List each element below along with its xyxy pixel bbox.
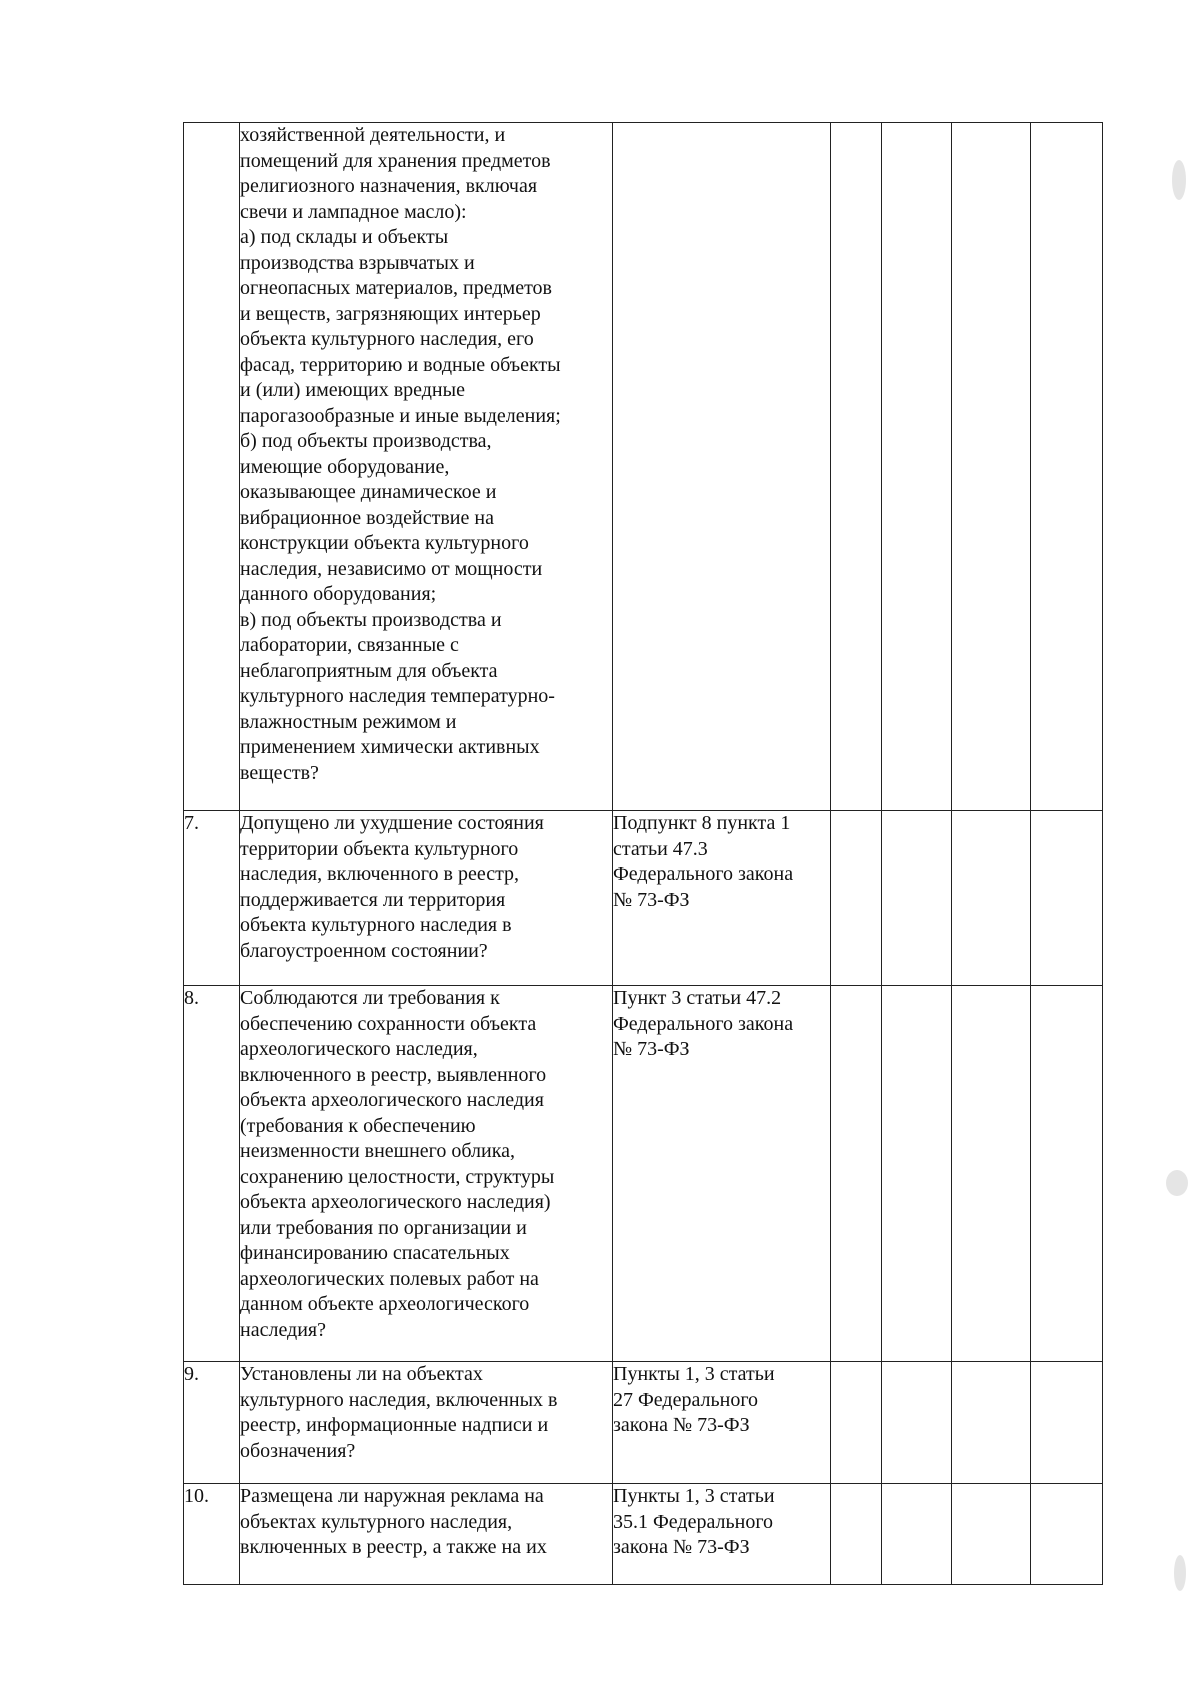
checklist-table (183, 122, 1103, 1585)
answer-yes-cell (831, 811, 882, 986)
table-row (184, 811, 1103, 986)
legal-basis-text: Пункты 1, 3 статьи 27 Федерального закона № 73-ФЗ (613, 1363, 775, 1436)
row-number-cell (184, 811, 240, 986)
legal-basis-cell (613, 123, 831, 811)
answer-yes-cell (831, 986, 882, 1362)
question-cell (240, 986, 613, 1362)
answer-na-cell (952, 986, 1031, 1362)
scan-speckle (1172, 160, 1186, 200)
row-number-cell (184, 986, 240, 1362)
row-number-cell (184, 1362, 240, 1484)
answer-no-cell (882, 986, 952, 1362)
row-number-cell (184, 1484, 240, 1585)
table-row (184, 1362, 1103, 1484)
question-cell (240, 1484, 613, 1585)
legal-basis-cell (613, 1362, 831, 1484)
legal-basis-text: Подпункт 8 пункта 1 статьи 47.3 Федерального закона № 73-ФЗ (613, 812, 794, 911)
answer-yes-cell (831, 123, 882, 811)
question-text: Установлены ли на объектах культурного наследия, включенных в реестр, информационные надписи и обозначения? (240, 1363, 558, 1462)
note-cell (1031, 1484, 1103, 1585)
note-cell (1031, 986, 1103, 1362)
legal-basis-text: Пункты 1, 3 статьи 35.1 Федерального закона № 73-ФЗ (613, 1485, 775, 1558)
row-number: 10. (184, 1485, 209, 1507)
table-row (184, 986, 1103, 1362)
question-cell (240, 1362, 613, 1484)
legal-basis-cell (613, 1484, 831, 1585)
note-cell (1031, 811, 1103, 986)
table-row (184, 1484, 1103, 1585)
question-text: Соблюдаются ли требования к обеспечению сохранности объекта археологического наследия, включенного в реестр, выявленного объекта археологического наследия (требования к обеспечению неизменности внешнего облика, сохранению целостности, структуры объекта археологического наследия) или требования по организации и финансированию спасательных археологических полевых работ на данном объекте археологического наследия? (240, 987, 555, 1341)
answer-na-cell (952, 1484, 1031, 1585)
question-cell (240, 811, 613, 986)
scan-speckle (1166, 1170, 1188, 1196)
answer-no-cell (882, 1484, 952, 1585)
question-cell (240, 123, 613, 811)
question-text: Допущено ли ухудшение состояния территории объекта культурного наследия, включенного в реестр, поддерживается ли территория объекта культурного наследия в благоустроенном состоянии? (240, 812, 544, 962)
note-cell (1031, 123, 1103, 811)
legal-basis-cell (613, 986, 831, 1362)
answer-na-cell (952, 811, 1031, 986)
scan-speckle (1174, 1555, 1186, 1591)
legal-basis-cell (613, 811, 831, 986)
row-number: 9. (184, 1363, 199, 1385)
answer-yes-cell (831, 1362, 882, 1484)
answer-no-cell (882, 123, 952, 811)
answer-yes-cell (831, 1484, 882, 1585)
question-text: хозяйственной деятельности, и помещений для хранения предметов религиозного назначения, включая свечи и лампадное масло): а) под склады и объекты производства взрывчатых и огнеопасных материалов, предметов и веществ, загрязняющих интерьер объекта культурного наследия, его фасад, территорию и водные объекты и (или) имеющих вредные парогазообразные и иные выделения; б) под объекты производства, имеющие оборудование, оказывающее динамическое и вибрационное воздействие на конструкции объекта культурного наследия, независимо от мощности данного оборудования; в) под объекты производства и лаборатории, связанные с неблагоприятным для объекта культурного наследия температурно- влажностным режимом и применением химически активных веществ? (240, 124, 561, 784)
table-row (184, 123, 1103, 811)
answer-no-cell (882, 811, 952, 986)
row-number: 8. (184, 987, 199, 1009)
answer-no-cell (882, 1362, 952, 1484)
answer-na-cell (952, 1362, 1031, 1484)
legal-basis-text: Пункт 3 статьи 47.2 Федерального закона № 73-ФЗ (613, 987, 794, 1060)
answer-na-cell (952, 123, 1031, 811)
question-text: Размещена ли наружная реклама на объектах культурного наследия, включенных в реестр, а также на их (240, 1485, 547, 1558)
note-cell (1031, 1362, 1103, 1484)
row-number-cell (184, 123, 240, 811)
row-number: 7. (184, 812, 199, 834)
